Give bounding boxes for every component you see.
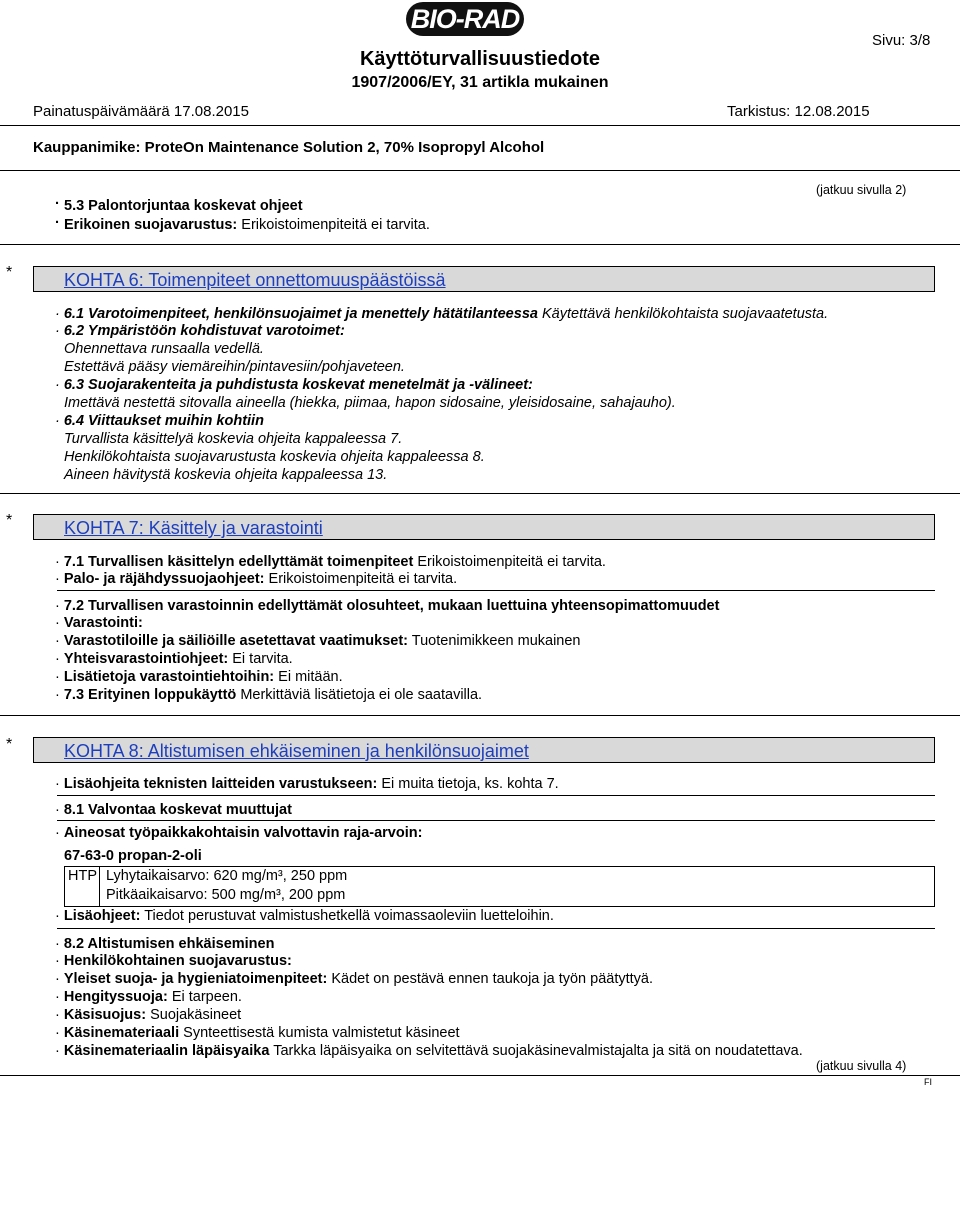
table-divider — [99, 867, 100, 906]
s6-4-heading: · 6.4 Viittaukset muihin kohtiin — [55, 413, 264, 429]
subsection-divider — [57, 590, 935, 591]
section-7-title: KOHTA 7: Käsittely ja varastointi — [64, 518, 323, 538]
s5-special-protection: Erikoinen suojavarustus: Erikoistoimenpiteitä ei tarvita. — [64, 217, 430, 233]
s8-respiratory: · Hengityssuoja: Ei tarpeen. — [55, 989, 242, 1005]
s7-3: · 7.3 Erityinen loppukäyttö Merkittäviä lisätietoja ei ole saatavilla. — [55, 687, 483, 703]
document-subtitle: 1907/2006/EY, 31 artikla mukainen — [351, 74, 609, 91]
htp-long-term: Pitkäaikaisarvo: 500 mg/m³, 200 ppm — [106, 887, 346, 903]
s7-storage-req: · Varastotiloille ja säiliöille asetettavat vaatimukset: Tuotenimikkeen mukainen — [55, 633, 581, 649]
section-divider — [0, 493, 960, 494]
s5-3-heading: 5.3 Palontorjuntaa koskevat ohjeet — [64, 198, 303, 214]
change-marker: * — [6, 512, 13, 529]
s8-penetration-time: · Käsinemateriaalin läpäisyaika Tarkka läpäisyaika on selvitettävä suojakäsinevalmistajalta ja sitä on noudatettava. — [55, 1043, 803, 1059]
subsection-divider — [57, 795, 935, 796]
continued-from: (jatkuu sivulla 2) — [816, 183, 907, 197]
bullet: · — [55, 215, 60, 231]
footer-divider — [0, 1075, 960, 1076]
s7-storage-info: · Lisätietoja varastointiehtoihin: Ei mitään. — [55, 669, 343, 685]
s8-cas-substance: 67-63-0 propan-2-oli — [64, 848, 202, 864]
s7-1: · 7.1 Turvallisen käsittelyn edellyttämät toimenpiteet Erikoistoimenpiteitä ei tarvita. — [55, 554, 606, 570]
header-divider — [0, 125, 960, 126]
subsection-divider — [57, 928, 935, 929]
section-6-title: KOHTA 6: Toimenpiteet onnettomuuspäästöissä — [64, 270, 446, 290]
s6-2-line-a: Ohennettava runsaalla vedellä. — [64, 341, 264, 357]
section-divider — [0, 715, 960, 716]
language-code: FI — [924, 1077, 932, 1087]
s8-limit-values: · Aineosat työpaikkakohtaisin valvottavin raja-arvoin: — [55, 825, 423, 841]
htp-label: HTP — [68, 868, 97, 884]
product-divider — [0, 170, 960, 171]
s6-1: · 6.1 Varotoimenpiteet, henkilönsuojaimet ja menettely hätätilanteessa Käytettävä henkilökohtaista suojavaatetusta. — [55, 306, 829, 322]
section-7-bar — [33, 514, 935, 540]
print-date: Painatuspäivämäärä 17.08.2015 — [33, 103, 249, 120]
s8-personal-protection: · Henkilökohtainen suojavarustus: — [55, 953, 292, 969]
page-number: Sivu: 3/8 — [872, 32, 931, 49]
change-marker: * — [6, 736, 13, 753]
htp-short-term: Lyhytaikaisarvo: 620 mg/m³, 250 ppm — [106, 868, 348, 884]
s7-2-heading: · 7.2 Turvallisen varastoinnin edellyttämät olosuhteet, mukaan luettuina yhteensopimattomuudet — [55, 598, 720, 614]
s6-2-line-b: Estettävä pääsy viemäreihin/pintavesiin/pohjaveteen. — [64, 359, 405, 375]
s7-joint-storage: · Yhteisvarastointiohjeet: Ei tarvita. — [55, 651, 293, 667]
continued-to: (jatkuu sivulla 4) — [816, 1059, 907, 1073]
s6-4-line-a: Turvallista käsittelyä koskevia ohjeita kappaleessa 7. — [64, 431, 403, 447]
section-8-title: KOHTA 8: Altistumisen ehkäiseminen ja henkilönsuojaimet — [64, 741, 529, 761]
s7-storage: · Varastointi: — [55, 615, 143, 631]
htp-table — [64, 866, 935, 907]
s6-3-heading: · 6.3 Suojarakenteita ja puhdistusta koskevat menetelmät ja -välineet: — [55, 377, 533, 393]
change-marker: * — [6, 264, 13, 281]
s7-fire: · Palo- ja räjähdyssuojaohjeet: Erikoistoimenpiteitä ei tarvita. — [55, 571, 458, 587]
s6-2-heading: · 6.2 Ympäristöön kohdistuvat varotoimet: — [55, 323, 345, 339]
section-divider — [0, 244, 960, 245]
document-title: Käyttöturvallisuustiedote — [359, 48, 601, 70]
bio-rad-logo: BIO-RAD — [406, 2, 524, 36]
section-6-bar — [33, 266, 935, 292]
section-8-bar — [33, 737, 935, 763]
s8-hand-protection: · Käsisuojus: Suojakäsineet — [55, 1007, 242, 1023]
s8-1-heading: · 8.1 Valvontaa koskevat muuttujat — [55, 802, 292, 818]
s8-hygiene: · Yleiset suoja- ja hygieniatoimenpiteet: Kädet on pestävä ennen taukoja ja työn päätyttyä. — [55, 971, 654, 987]
s6-4-line-b: Henkilökohtaista suojavarustusta koskevia ohjeita kappaleessa 8. — [64, 449, 485, 465]
subsection-divider — [57, 820, 935, 821]
bullet: · — [55, 196, 60, 212]
revision-date: Tarkistus: 12.08.2015 — [727, 103, 870, 120]
s8-glove-material: · Käsinemateriaali Synteettisestä kumista valmistetut käsineet — [55, 1025, 460, 1041]
s8-extra-equipment: · Lisäohjeita teknisten laitteiden varustukseen: Ei muita tietoja, ks. kohta 7. — [55, 776, 559, 792]
product-name: Kauppanimike: ProteOn Maintenance Solution 2, 70% Isopropyl Alcohol — [33, 139, 545, 156]
s6-3-line-a: Imettävä nestettä sitovalla aineella (hiekka, piimaa, hapon sidosaine, yleisidosaine, sahajauho). — [64, 395, 676, 411]
s8-additional: · Lisäohjeet: Tiedot perustuvat valmistushetkellä voimassaoleviin luetteloihin. — [55, 908, 554, 924]
s8-2-heading: · 8.2 Altistumisen ehkäiseminen — [55, 936, 275, 952]
s6-4-line-c: Aineen hävitystä koskevia ohjeita kappaleessa 13. — [64, 467, 388, 483]
